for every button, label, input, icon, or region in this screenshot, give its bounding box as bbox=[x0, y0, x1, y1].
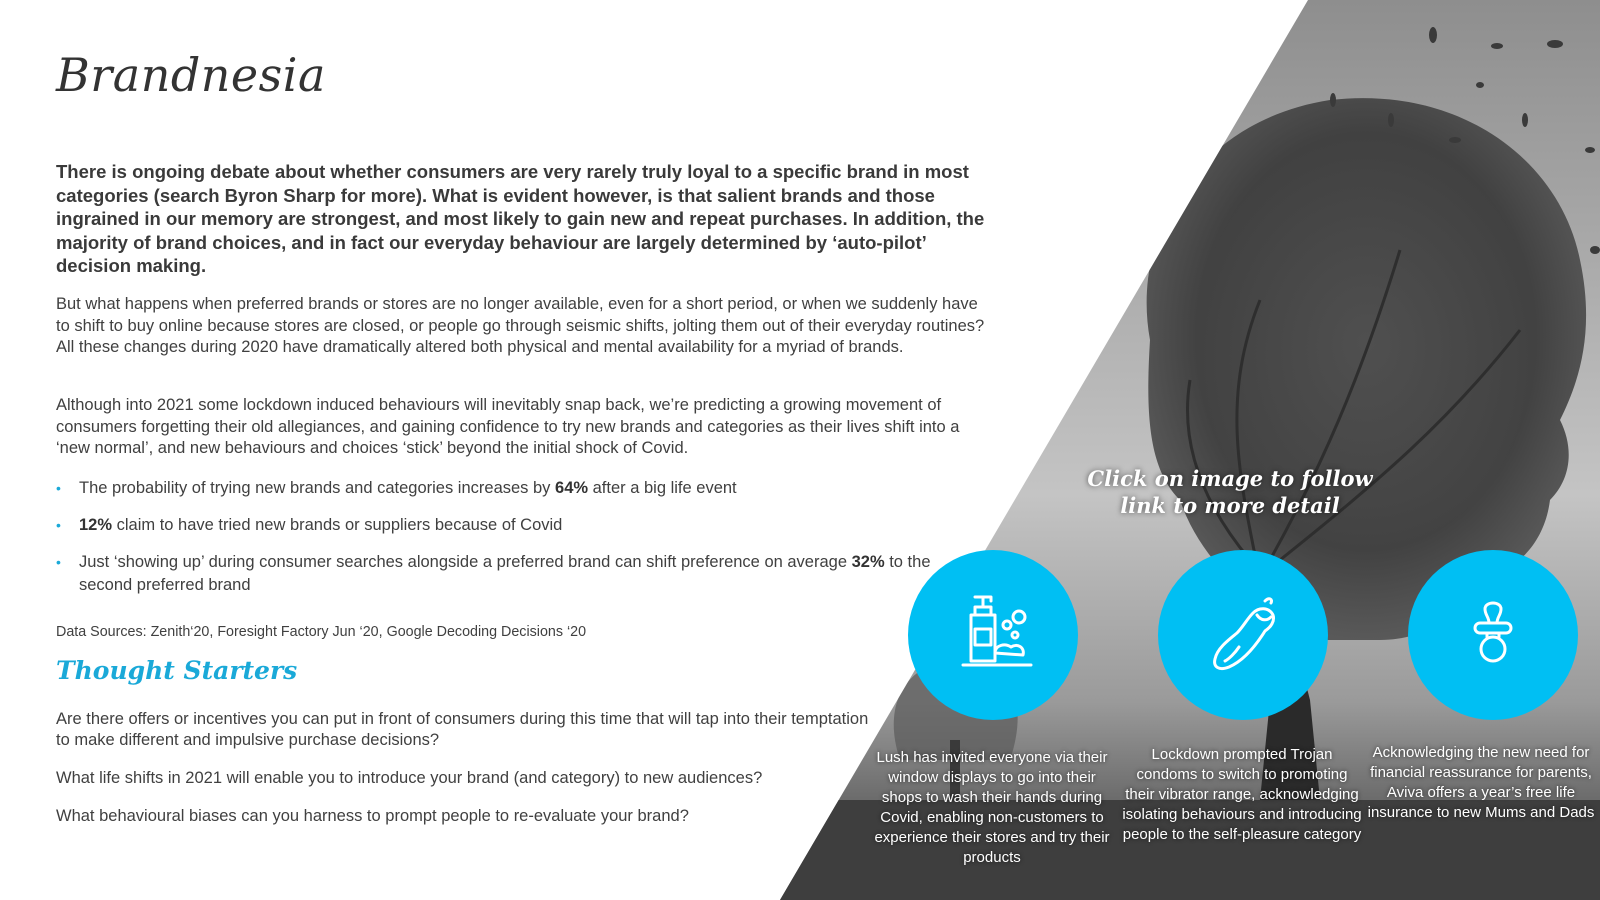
thought-starter-question: What life shifts in 2021 will enable you to introduce your brand (and category) to new audiences? bbox=[56, 769, 763, 787]
bullet-marker: • bbox=[56, 517, 61, 533]
aviva-caption: Acknowledging the new need for financial reassurance for parents, Aviva offers a year’s free life insurance to new Mums and Dads bbox=[1367, 744, 1595, 821]
data-sources: Data Sources: Zenith‘20, Foresight Factory Jun ‘20, Google Decoding Decisions ‘20 bbox=[56, 624, 587, 640]
bullet-item bbox=[56, 514, 936, 537]
click-image-cta[interactable]: Click on image to follow link to more detail bbox=[1087, 466, 1373, 518]
body-paragraph: But what happens when preferred brands or stores are no longer available, even for a short period, or when we suddenly have to shift to buy online because stores are closed, or people go through seismic shifts, jolting them out of their everyday routines? All these changes during 2020 have dramatically altered both physical and mental availability for a myriad of brands. bbox=[56, 295, 985, 356]
stats-bullet-list bbox=[56, 477, 936, 611]
body-paragraph: Although into 2021 some lockdown induced behaviours will inevitably snap back, we’re predicting a growing movement of consumers forgetting their old allegiances, and gaining confidence to try new brands and categories as their lives shift into a ‘new normal’, and new behaviours and choices ‘stick’ beyond the initial shock of Covid. bbox=[56, 396, 960, 457]
bullet-text: after a big life event bbox=[588, 479, 737, 497]
bullet-stat: 32% bbox=[851, 553, 885, 571]
aviva-card-button[interactable] bbox=[1408, 550, 1578, 720]
trojan-caption: Lockdown prompted Trojan condoms to switch to promoting their vibrator range, acknowledging isolating behaviours and introducing people to the self-pleasure category bbox=[1122, 746, 1362, 843]
lush-caption: Lush has invited everyone via their window displays to go into their shops to wash their hands during Covid, enabling non-customers to experience their stores and try their products bbox=[874, 749, 1110, 866]
soap-bottle-icon bbox=[945, 587, 1041, 683]
bullet-text: The probability of trying new brands and categories increases by bbox=[79, 479, 556, 497]
lush-card-button[interactable] bbox=[908, 550, 1078, 720]
thought-starter-question: Are there offers or incentives you can put in front of consumers during this time that will tap into their temptation to make different and impulsive purchase decisions? bbox=[56, 710, 869, 749]
thought-starter-question: What behavioural biases can you harness to prompt people to re-evaluate your brand? bbox=[56, 807, 689, 825]
bullet-stat: 12% bbox=[79, 516, 113, 534]
page-title: Brandnesia bbox=[56, 48, 326, 102]
aubergine-icon bbox=[1195, 587, 1291, 683]
thought-starters-heading: Thought Starters bbox=[56, 656, 298, 685]
bullet-marker: • bbox=[56, 554, 61, 570]
bullet-stat: 64% bbox=[555, 479, 589, 497]
bullet-item bbox=[56, 477, 936, 500]
bullet-text: to the second preferred brand bbox=[79, 553, 931, 594]
bullet-marker: • bbox=[56, 480, 61, 496]
bullet-text: claim to have tried new brands or suppliers because of Covid bbox=[112, 516, 563, 534]
pacifier-icon bbox=[1445, 587, 1541, 683]
bullet-text: Just ‘showing up’ during consumer searches alongside a preferred brand can shift preference on average bbox=[79, 553, 852, 571]
trojan-card-button[interactable] bbox=[1158, 550, 1328, 720]
bullet-item bbox=[56, 551, 936, 597]
intro-paragraph: There is ongoing debate about whether consumers are very rarely truly loyal to a specific brand in most categories (search Byron Sharp for more). What is evident however, is that salient brands and those ingrained in our memory are strongest, and most likely to gain new and repeat purchases. In addition, the majority of brand choices, and in fact our everyday behaviour are largely determined by ‘auto-pilot’ decision making. bbox=[56, 161, 985, 276]
